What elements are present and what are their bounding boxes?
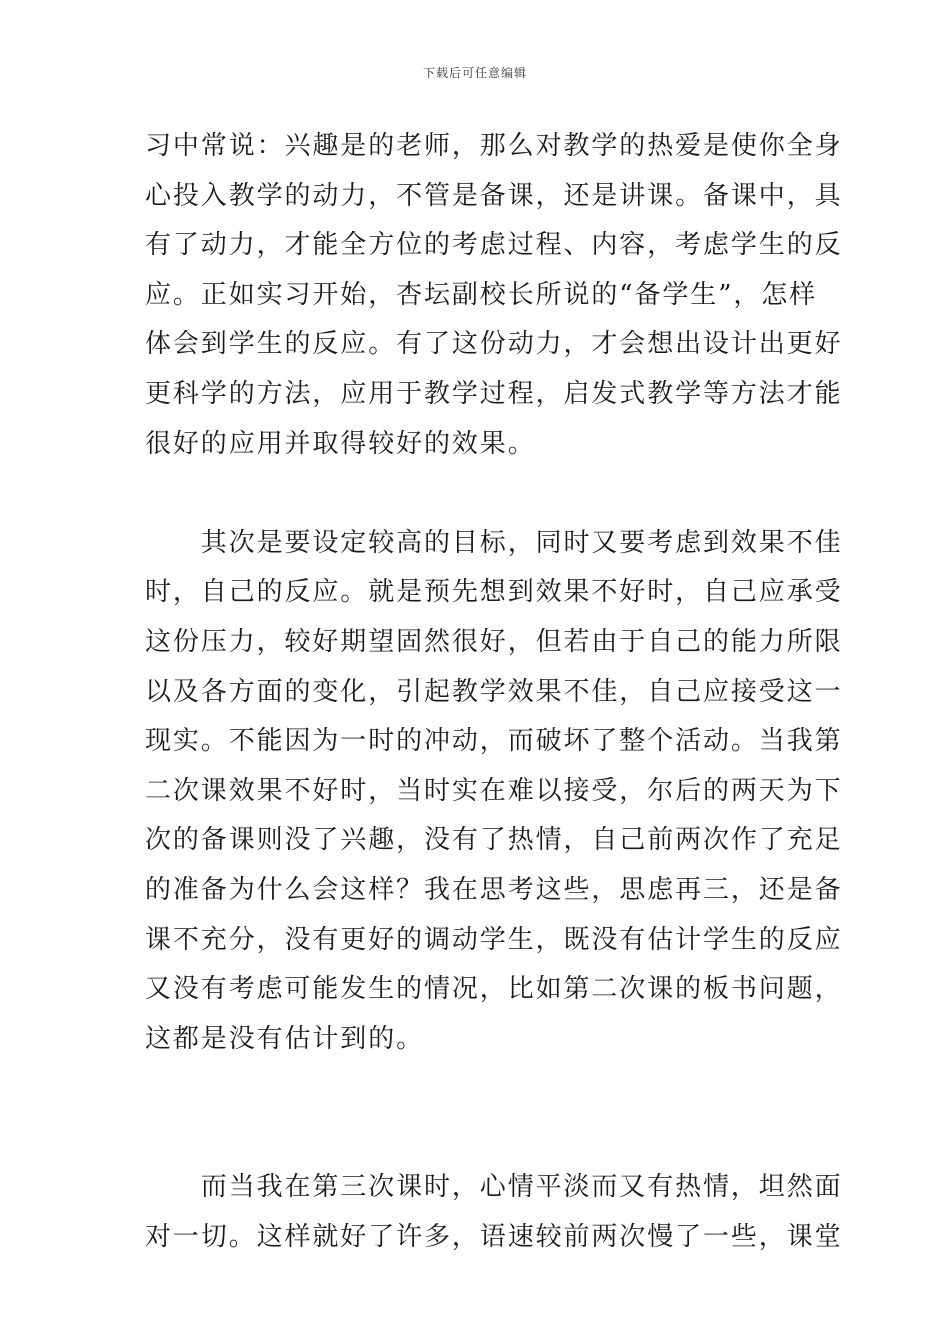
text-line: 课不充分，没有更好的调动学生，既没有估计学生的反应 xyxy=(145,924,843,955)
page-header: 下载后可任意编辑 xyxy=(422,66,527,80)
text-line: 对一切。这样就好了许多，语速较前两次慢了一些，课堂 xyxy=(145,1222,843,1253)
paragraph-2 xyxy=(145,519,843,1114)
text-line: 而当我在第三次课时，心情平淡而又有热情，坦然面 xyxy=(145,1172,843,1203)
text-line: 其次是要设定较高的目标，同时又要考虑到效果不佳 xyxy=(145,527,843,558)
text-line: 的准备为什么会这样？我在思考这些，思虑再三，还是备 xyxy=(145,874,843,905)
text-line: 应。正如实习开始，杏坛副校长所说的“备学生”，怎样 xyxy=(145,279,818,310)
text-line: 更科学的方法，应用于教学过程，启发式教学等方法才能 xyxy=(145,378,843,409)
text-line xyxy=(145,1064,815,1114)
text-line: 时，自己的反应。就是预先想到效果不好时，自己应承受 xyxy=(145,577,843,608)
text-line: 有了动力，才能全方位的考虑过程、内容，考虑学生的反 xyxy=(145,230,843,261)
paragraph-spacer xyxy=(145,1114,815,1164)
text-line: 很好的应用并取得较好的效果。 xyxy=(145,428,536,459)
text-line: 心投入教学的动力，不管是备课，还是讲课。备课中，具 xyxy=(145,180,843,211)
text-line: 以及各方面的变化，引起教学效果不佳，自己应接受这一 xyxy=(145,676,843,707)
text-line: 现实。不能因为一时的冲动，而破坏了整个活动。当我第 xyxy=(145,726,843,757)
text-line: 这份压力，较好期望固然很好，但若由于自己的能力所限 xyxy=(145,626,843,657)
text-line: 体会到学生的反应。有了这份动力，才会想出设计出更好 xyxy=(145,329,843,360)
text-line: 这都是没有估计到的。 xyxy=(145,1023,425,1054)
paragraph-3 xyxy=(145,1163,843,1262)
text-line: 习中常说：兴趣是的老师，那么对教学的热爱是使你全身 xyxy=(145,131,843,161)
text-line: 又没有考虑可能发生的情况，比如第二次课的板书问题， xyxy=(145,974,843,1005)
body-text xyxy=(145,122,843,1263)
text-line: 次的备课则没了兴趣，没有了热情，自己前两次作了充足 xyxy=(145,825,843,856)
text-line: 二次课效果不好时，当时实在难以接受，尔后的两天为下 xyxy=(145,775,843,806)
paragraph-1 xyxy=(145,122,843,469)
paragraph-spacer xyxy=(145,469,815,519)
